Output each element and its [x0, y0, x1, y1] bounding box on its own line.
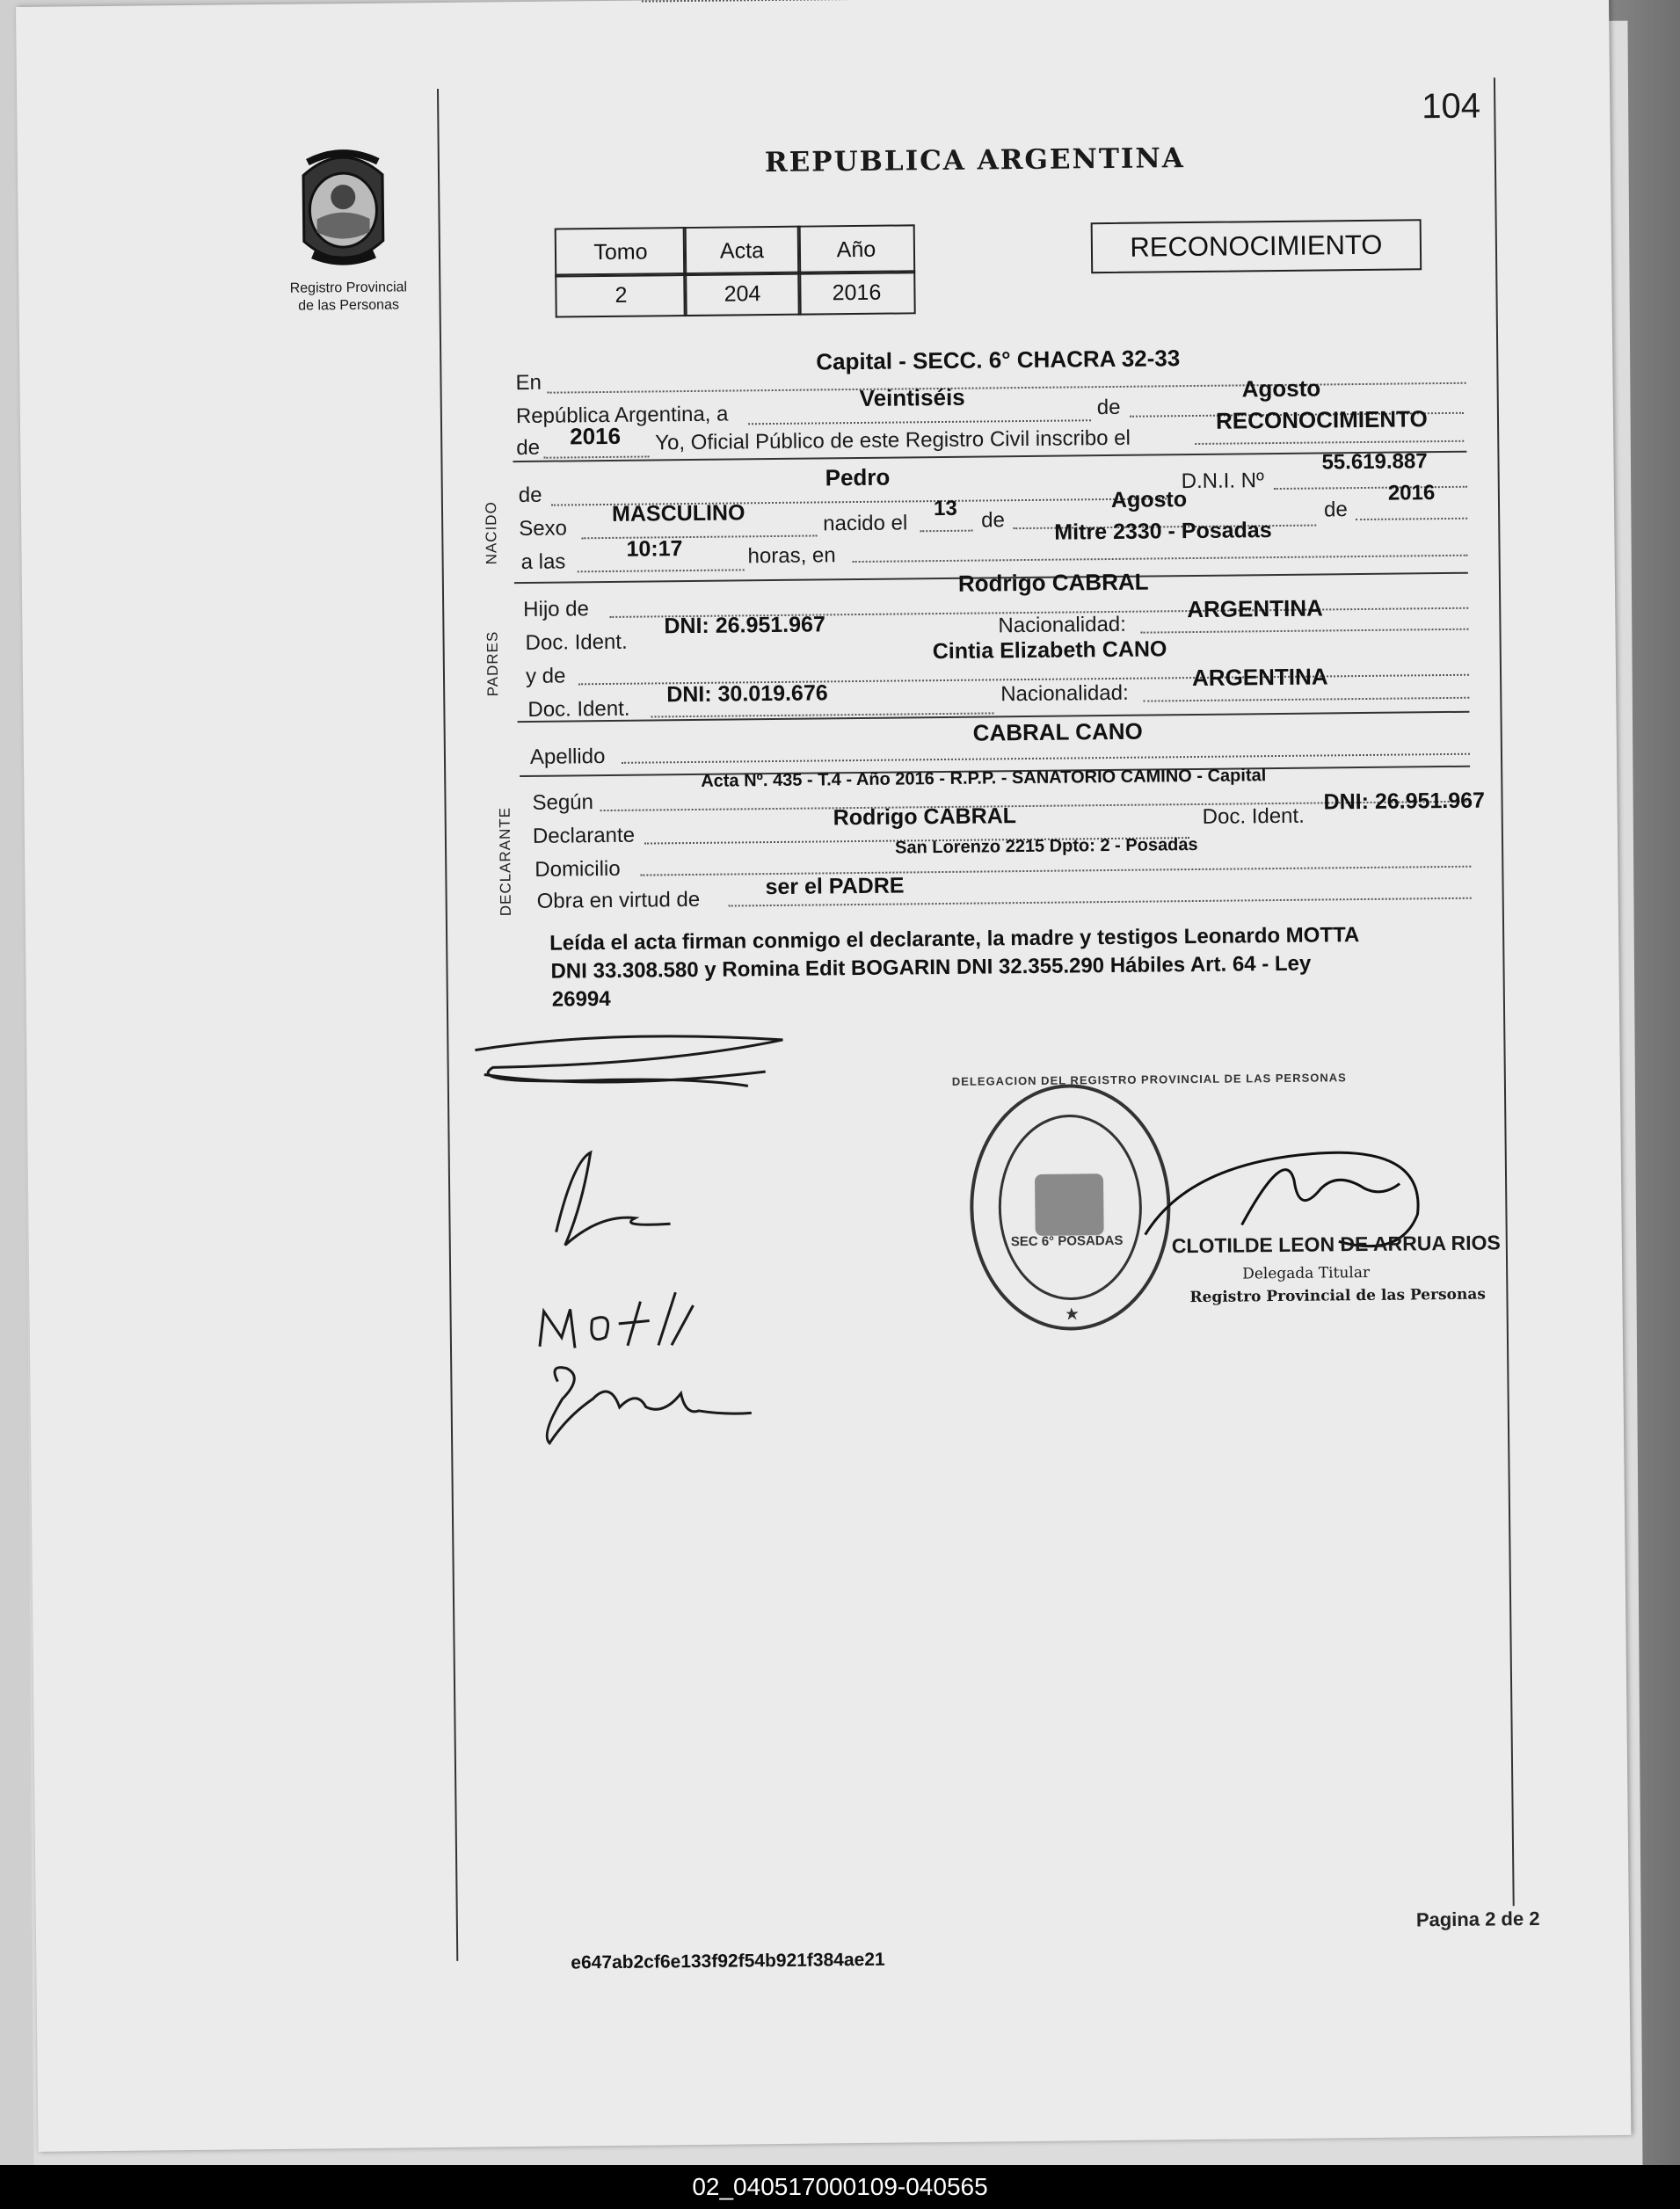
side-label-padres: PADRES: [484, 630, 502, 697]
value-day: Veintiséis: [859, 383, 965, 411]
label-yde: y de: [525, 664, 566, 688]
declarant-signature: [475, 1035, 783, 1088]
misiones-seal-icon: [281, 143, 406, 276]
value-madre: Cintia Elizabeth CANO: [932, 636, 1167, 665]
label-doc-padre: Doc. Ident.: [525, 629, 628, 655]
label-segun: Según: [532, 790, 594, 815]
value-padre: Rodrigo CABRAL: [957, 568, 1149, 597]
logo-caption-line1: Registro Provincial: [289, 280, 408, 296]
country-title: REPUBLICA ARGENTINA: [764, 142, 1186, 179]
scan-id-bar: [0, 2165, 1680, 2209]
label-declarante: Declarante: [532, 823, 636, 848]
label-nacido: nacido el: [823, 511, 908, 536]
official-office: Registro Provincial de las Personas: [1189, 1285, 1486, 1307]
label-obra: Obra en virtud de: [536, 887, 701, 913]
closing-line-1: Leída el acta firman conmigo el declarante, la madre y testigos Leonardo MOTTA: [549, 923, 1360, 956]
value-en: Capital - SECC. 6° CHACRA 32-33: [816, 345, 1181, 375]
side-label-nacido: NACIDO: [482, 501, 500, 565]
seal-inner-text: SEC 6° POSADAS: [1010, 1232, 1124, 1250]
value-birth-day: 13: [933, 496, 957, 521]
dotted-line: [1274, 486, 1467, 490]
value-declarante-doc: DNI: 26.951.967: [1323, 788, 1486, 815]
dotted-line: [543, 455, 649, 458]
dotted-line: [622, 753, 1470, 764]
label-de: de: [1096, 395, 1121, 420]
label-en: En: [515, 370, 542, 396]
value-obra: ser el PADRE: [765, 873, 905, 900]
value-year: 2016: [569, 422, 622, 450]
dotted-line: [1143, 697, 1469, 702]
label-horas: horas, en: [747, 543, 836, 569]
label-alas: a las: [520, 549, 566, 575]
label-nacionalidad-padre: Nacionalidad:: [998, 612, 1127, 638]
label-doc-madre: Doc. Ident.: [527, 696, 630, 722]
province-logo: [281, 143, 406, 276]
label-republica: República Argentina, a: [515, 402, 729, 429]
label-de-birth: de: [981, 508, 1006, 533]
scan-id: 02_040517000109-040565: [692, 2173, 988, 2200]
dotted-line: [920, 530, 972, 533]
table-value-tomo: 2: [555, 272, 687, 318]
label-domicilio: Domicilio: [535, 856, 621, 882]
closing-line-3: 26994: [551, 986, 611, 1012]
dotted-line: [748, 419, 1091, 425]
value-month: Agosto: [1241, 374, 1321, 403]
left-border-line: [437, 89, 458, 1961]
right-border-line: [1494, 77, 1515, 1906]
witness-signature-bogarin: [546, 1365, 752, 1442]
value-dni: 55.619.887: [1321, 449, 1428, 475]
dotted-line: [1141, 629, 1469, 634]
side-label-declarante: DECLARANTE: [496, 806, 514, 917]
label-apellido: Apellido: [529, 745, 606, 769]
value-apellido: CABRAL CANO: [972, 717, 1143, 746]
dotted-line: [853, 555, 1468, 563]
value-padre-nac: ARGENTINA: [1187, 594, 1323, 623]
table-header-acta: Acta: [683, 226, 802, 276]
value-hora: 10:17: [626, 536, 683, 562]
witness-signature-motta: [539, 1292, 694, 1348]
official-name: CLOTILDE LEON DE ARRUA RIOS: [1171, 1231, 1501, 1258]
witness-signatures: [457, 1028, 813, 1488]
label-de-nombre: de: [518, 483, 542, 508]
value-inscribo: RECONOCIMIENTO: [1215, 405, 1428, 434]
dotted-line: [642, 0, 985, 3]
value-padre-doc: DNI: 26.951.967: [664, 612, 826, 639]
value-declarante: Rodrigo CABRAL: [833, 803, 1017, 831]
dotted-line: [581, 534, 817, 539]
value-domicilio: San Lorenzo 2215 Dpto: 2 - Posadas: [894, 834, 1198, 858]
value-segun: Acta Nº. 435 - T.4 - Año 2016 - R.P.P. - SANATORIO CAMINO - Capital: [701, 766, 1267, 791]
value-madre-nac: ARGENTINA: [1191, 663, 1328, 692]
act-type-box: RECONOCIMIENTO: [1091, 219, 1422, 273]
certificate-page: [16, 0, 1631, 2152]
value-birth-month: Agosto: [1110, 487, 1188, 512]
table-value-acta: 204: [683, 272, 802, 316]
table-header-ano: Año: [797, 224, 916, 274]
label-nacionalidad-madre: Nacionalidad:: [1000, 680, 1129, 707]
document-hash: e647ab2cf6e133f92f54b921f384ae21: [571, 1949, 885, 1973]
label-de-year: de: [516, 435, 541, 461]
label-doc-declarante: Doc. Ident.: [1202, 803, 1305, 829]
table-value-ano: 2016: [797, 270, 916, 315]
value-madre-doc: DNI: 30.019.676: [666, 680, 828, 708]
dotted-line: [1356, 518, 1467, 520]
label-sexo: Sexo: [519, 516, 568, 541]
table-header-tomo: Tomo: [555, 227, 687, 278]
page-number: 104: [1422, 86, 1481, 127]
value-lugar: Mitre 2330 - Posadas: [1054, 518, 1272, 545]
value-sexo: MASCULINO: [611, 500, 745, 527]
mother-signature: [556, 1152, 671, 1245]
official-role: Delegada Titular: [1242, 1263, 1371, 1283]
closing-line-2: DNI 33.308.580 y Romina Edit BOGARIN DNI 32.355.290 Hábiles Art. 64 - Ley: [550, 951, 1312, 984]
value-nombre: Pedro: [825, 463, 891, 491]
logo-caption-line2: de las Personas: [298, 297, 400, 314]
label-oficial: Yo, Oficial Público de este Registro Civil inscribo el: [655, 425, 1131, 455]
value-birth-year: 2016: [1387, 481, 1436, 505]
pagination: Pagina 2 de 2: [1415, 1907, 1540, 1931]
seal-ring-text: DELEGACION DEL REGISTRO PROVINCIAL DE LAS PERSONAS: [951, 1071, 1347, 1088]
label-dni: D.N.I. Nº: [1181, 469, 1264, 494]
label-hijo: Hijo de: [523, 597, 590, 621]
dotted-line: [1195, 440, 1464, 445]
dotted-line: [578, 569, 745, 572]
dotted-line: [548, 382, 1466, 394]
label-de-birthyear: de: [1323, 498, 1348, 522]
